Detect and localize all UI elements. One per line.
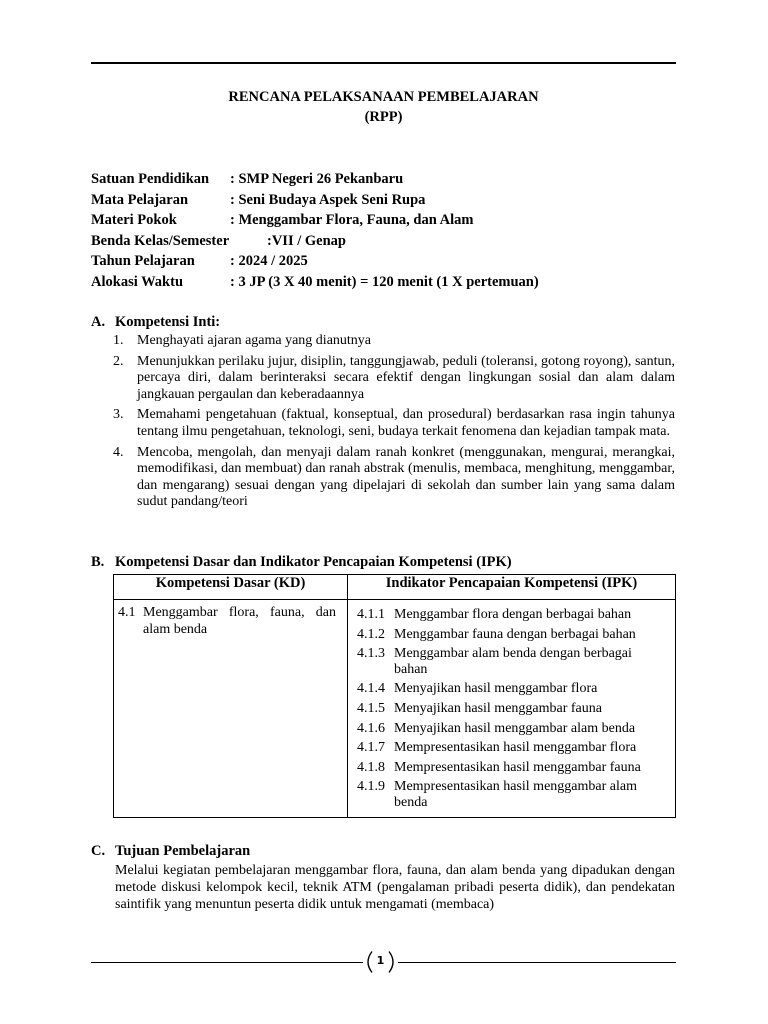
- list-item: [113, 445, 675, 511]
- ipk-item: [357, 627, 666, 643]
- document-title: RENCANA PELAKSANAAN PEMBELAJARAN: [228, 89, 539, 105]
- info-row-satuan: [91, 169, 691, 190]
- info-label: Satuan Pendidikan: [91, 171, 210, 187]
- table-header-row: [114, 575, 676, 600]
- tujuan-paragraph: Melalui kegiatan pembelajaran menggambar flora, fauna, dan alam benda yang dipadukan dengan metode diskusi kelompok kecil, teknik ATM (pengalaman pribadi peserta didik), dan pendekatan saintifik yang menuntun peserta didik untuk mengamati (membaca): [115, 863, 675, 912]
- info-label: Mata Pelajaran: [91, 191, 189, 208]
- info-row-tahun: [91, 251, 691, 272]
- kd-ipk-table: [113, 574, 676, 818]
- ipk-text: Menyajikan hasil menggambar alam benda: [394, 720, 636, 736]
- info-value: : SMP Negeri 26 Pekanbaru: [230, 171, 404, 187]
- ipk-cell: [348, 600, 676, 818]
- section-title: Kompetensi Dasar dan Indikator Pencapaian Kompetensi (IPK): [115, 554, 512, 570]
- ipk-text: Menggambar flora dengan berbagai bahan: [394, 607, 632, 622]
- list-number: 2.: [113, 353, 124, 369]
- footer-rule-right: [398, 962, 676, 963]
- info-label: Alokasi Waktu: [91, 273, 184, 290]
- ipk-text: Mempresentasikan hasil menggambar flora: [394, 740, 637, 756]
- list-text: Mencoba, mengolah, dan menyaji dalam ranah konkret (menggunakan, mengurai, merangkai, memodifikasi, dan membuat) dan ranah abstrak (menulis, membaca, menghitung, menggambar, dan mengarang) sesuai dengan yang dipelajari di sekolah dan sumber lain yang sama dalam sudut pandang/teori: [137, 444, 675, 510]
- section-letter: A.: [91, 314, 106, 330]
- kd-cell: [114, 600, 348, 818]
- info-value: :VII / Genap: [267, 232, 346, 249]
- ipk-number: 4.1.5: [357, 700, 385, 716]
- section-b-heading: [91, 554, 512, 571]
- info-value: : Menggambar Flora, Fauna, dan Alam: [230, 212, 474, 228]
- list-item: [113, 407, 675, 440]
- ipk-number: 4.1.1: [357, 607, 385, 622]
- info-value: : Seni Budaya Aspek Seni Rupa: [230, 191, 426, 208]
- section-letter: B.: [91, 554, 105, 570]
- ipk-number: 4.1.8: [357, 759, 385, 775]
- section-a-heading: [91, 314, 220, 331]
- ipk-text: Menyajikan hasil menggambar flora: [394, 681, 598, 697]
- column-header-ipk: Indikator Pencapaian Kompetensi (IPK): [348, 575, 676, 600]
- section-title: Tujuan Pembelajaran: [115, 843, 251, 859]
- list-text: Menunjukkan perilaku jujur, disiplin, tanggungjawab, peduli (toleransi, gotong royong), santun, percaya diri, dalam berinteraksi secara efektif dengan lingkungan sosial dan alam dalam jangkauan pergaulan dan keberadaannya: [137, 353, 675, 402]
- ipk-number: 4.1.6: [357, 720, 385, 736]
- column-header-kd: Kompetensi Dasar (KD): [114, 575, 348, 600]
- page-number: 1: [376, 954, 385, 967]
- ipk-number: 4.1.2: [357, 626, 385, 642]
- info-label: Materi Pokok: [91, 212, 177, 228]
- info-row-mapel: [91, 190, 691, 211]
- info-row-materi: [91, 210, 691, 231]
- ipk-item: [357, 760, 666, 776]
- section-letter: C.: [91, 843, 106, 859]
- identity-block: [91, 169, 691, 292]
- document-subtitle: (RPP): [364, 109, 403, 125]
- ipk-item: [357, 721, 666, 737]
- info-row-alokasi: [91, 272, 691, 293]
- ipk-text: Mempresentasikan hasil menggambar alam benda: [394, 779, 637, 810]
- page-number-badge: [363, 950, 398, 974]
- list-item: [113, 354, 675, 404]
- ipk-item: [357, 701, 666, 717]
- ipk-number: 4.1.4: [357, 681, 385, 697]
- ipk-item: [357, 646, 666, 677]
- ipk-text: Mempresentasikan hasil menggambar fauna: [394, 759, 641, 775]
- footer-rule-left: [91, 962, 363, 963]
- section-title: Kompetensi Inti:: [115, 314, 221, 330]
- list-text: Memahami pengetahuan (faktual, konseptual, dan prosedural) berdasarkan rasa ingin tahunya tentang ilmu pengetahuan, teknologi, seni, budaya terkait fenomena dan kejadian tampak mata.: [137, 407, 675, 439]
- info-value: : 2024 / 2025: [230, 253, 308, 269]
- list-text: Menghayati ajaran agama yang dianutnya: [137, 333, 372, 348]
- ipk-item: [357, 740, 666, 756]
- kompetensi-inti-list: [113, 333, 675, 515]
- ipk-number: 4.1.3: [357, 646, 385, 662]
- kd-number: 4.1: [118, 605, 136, 620]
- list-number: 1.: [113, 333, 124, 348]
- ipk-item: [357, 779, 666, 810]
- kd-text: Menggambar flora, fauna, dan alam benda: [143, 605, 336, 637]
- ipk-number: 4.1.9: [357, 779, 385, 795]
- list-number: 4.: [113, 444, 124, 460]
- ipk-number: 4.1.7: [357, 740, 385, 756]
- section-c-heading: [91, 843, 250, 860]
- ipk-text: Menggambar fauna dengan berbagai bahan: [394, 626, 636, 642]
- ipk-text: Menyajikan hasil menggambar fauna: [394, 700, 602, 716]
- table-row: [114, 600, 676, 818]
- info-label: Benda Kelas/Semester: [91, 232, 230, 249]
- ipk-text: Menggambar alam benda dengan berbagai bahan: [394, 646, 632, 677]
- ipk-item: [357, 607, 666, 623]
- info-label: Tahun Pelajaran: [91, 253, 195, 269]
- info-value: : 3 JP (3 X 40 menit) = 120 menit (1 X pertemuan): [230, 273, 539, 290]
- info-row-kelas: [91, 231, 691, 252]
- header-rule: [91, 62, 676, 64]
- list-number: 3.: [113, 407, 124, 423]
- ipk-item: [357, 681, 666, 697]
- list-item: [113, 333, 675, 350]
